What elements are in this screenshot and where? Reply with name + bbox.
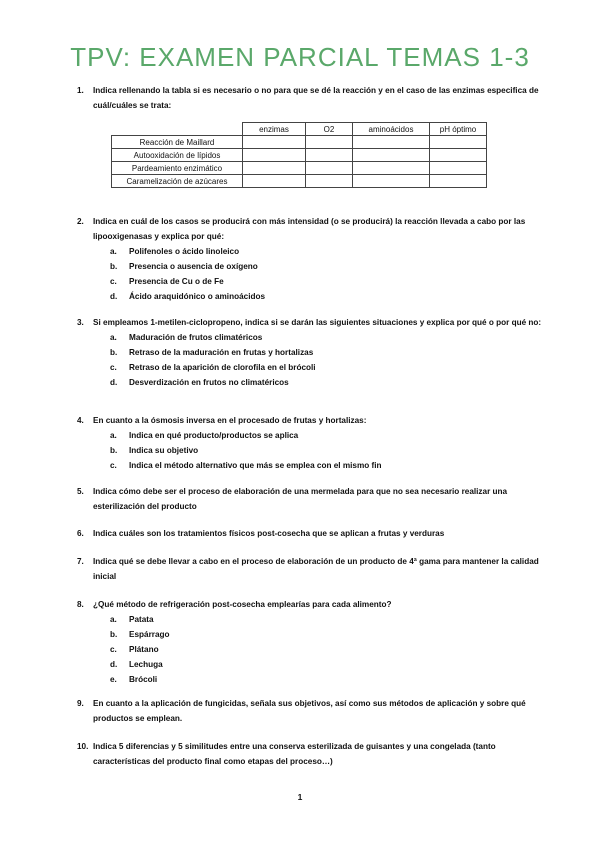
question-number: 3. (77, 318, 84, 327)
question-number: 9. (77, 699, 84, 708)
list-item (110, 458, 547, 473)
list-item (110, 244, 547, 259)
option-letter: c. (110, 363, 117, 372)
question-text: Indica qué se debe llevar a cabo en el proceso de elaboración de un producto de 4ª gama para mantener la calidad inicial (93, 557, 539, 581)
question-4 (77, 413, 547, 473)
option-list (77, 428, 547, 473)
question-10 (77, 739, 547, 769)
option-letter: d. (110, 660, 118, 669)
page-title: TPV: EXAMEN PARCIAL TEMAS 1-3 (70, 42, 530, 72)
option-letter: c. (110, 461, 117, 470)
table-row-label: Autooxidación de lípidos (112, 149, 243, 162)
list-item (110, 274, 547, 289)
option-text: Maduración de frutos climatéricos (129, 333, 263, 342)
list-item (110, 428, 547, 443)
option-letter: a. (110, 615, 117, 624)
option-letter: a. (110, 431, 117, 440)
option-text: Retraso de la maduración en frutas y hortalizas (129, 348, 314, 357)
list-item (110, 289, 547, 304)
question-number: 1. (77, 86, 84, 95)
question-3 (77, 315, 547, 390)
table-header-cell: pH óptimo (430, 123, 487, 136)
table-row (112, 136, 487, 149)
option-text: Desverdización en frutos no climatéricos (129, 378, 289, 387)
option-letter: b. (110, 262, 118, 271)
option-letter: c. (110, 277, 117, 286)
table-cell[interactable] (306, 136, 353, 149)
question-number: 5. (77, 487, 84, 496)
option-letter: d. (110, 292, 118, 301)
question-number: 10. (77, 742, 89, 751)
option-letter: d. (110, 378, 118, 387)
table-row-label: Caramelización de azúcares (112, 175, 243, 188)
table-cell[interactable] (306, 149, 353, 162)
option-letter: a. (110, 247, 117, 256)
list-item (110, 375, 547, 390)
question-5 (77, 484, 547, 514)
table-cell[interactable] (306, 175, 353, 188)
list-item (110, 345, 547, 360)
table-row (112, 149, 487, 162)
table-row-label: Reacción de Maillard (112, 136, 243, 149)
table-cell[interactable] (353, 162, 430, 175)
option-text: Indica el método alternativo que más se emplea con el mismo fin (129, 461, 382, 470)
table-cell[interactable] (430, 149, 487, 162)
list-item (110, 657, 547, 672)
list-item (110, 330, 547, 345)
option-text: Presencia de Cu o de Fe (129, 277, 224, 286)
question-number: 8. (77, 600, 84, 609)
option-letter: b. (110, 446, 118, 455)
table-cell[interactable] (243, 149, 306, 162)
question-6 (77, 526, 547, 541)
table-header-cell: enzimas (243, 123, 306, 136)
option-text: Lechuga (129, 660, 163, 669)
answer-table (111, 122, 487, 188)
table-cell[interactable] (243, 136, 306, 149)
table-header-cell: aminoácidos (353, 123, 430, 136)
question-number: 4. (77, 416, 84, 425)
option-text: Patata (129, 615, 154, 624)
option-text: Espárrago (129, 630, 170, 639)
option-letter: b. (110, 348, 118, 357)
list-item (110, 443, 547, 458)
table-cell[interactable] (430, 136, 487, 149)
question-9 (77, 696, 547, 726)
table-corner (112, 123, 243, 136)
option-text: Indica en qué producto/productos se aplica (129, 431, 299, 440)
question-number: 6. (77, 529, 84, 538)
option-text: Presencia o ausencia de oxígeno (129, 262, 258, 271)
question-text: Indica rellenando la tabla si es necesario o no para que se dé la reacción y en el caso de las enzimas especifica de cuál/cuáles se trata: (93, 86, 539, 110)
table-cell[interactable] (430, 175, 487, 188)
table-row (112, 162, 487, 175)
question-1 (77, 83, 547, 113)
table-row (112, 175, 487, 188)
question-8 (77, 597, 547, 687)
question-text: Indica 5 diferencias y 5 similitudes entre una conserva esterilizada de guisantes y una congelada (tanto características del producto final como etapas del proceso…) (93, 742, 496, 766)
option-text: Plátano (129, 645, 159, 654)
list-item (110, 627, 547, 642)
option-text: Ácido araquidónico o aminoácidos (129, 292, 266, 301)
question-number: 2. (77, 217, 84, 226)
option-letter: a. (110, 333, 117, 342)
table-header-row (112, 123, 487, 136)
question-text: ¿Qué método de refrigeración post-cosecha emplearías para cada alimento? (93, 600, 392, 609)
option-list (77, 612, 547, 687)
option-text: Polifenoles o ácido linoleico (129, 247, 240, 256)
page-number: 1 (297, 792, 303, 802)
question-text: Si empleamos 1-metilen-ciclopropeno, indica si se darán las siguientes situaciones y explica por qué o por qué no: (93, 318, 542, 327)
option-text: Indica su objetivo (129, 446, 199, 455)
table-cell[interactable] (430, 162, 487, 175)
table-cell[interactable] (243, 175, 306, 188)
option-letter: b. (110, 630, 118, 639)
option-list (77, 330, 547, 390)
table-cell[interactable] (353, 149, 430, 162)
list-item (110, 360, 547, 375)
list-item (110, 642, 547, 657)
option-letter: e. (110, 675, 117, 684)
question-7 (77, 554, 547, 584)
option-letter: c. (110, 645, 117, 654)
question-2 (77, 214, 547, 304)
table-row-label: Pardeamiento enzimático (112, 162, 243, 175)
question-text: Indica cómo debe ser el proceso de elaboración de una mermelada para que no sea necesario realizar una esterilización del producto (93, 487, 508, 511)
list-item (110, 259, 547, 274)
question-text: En cuanto a la ósmosis inversa en el procesado de frutas y hortalizas: (93, 416, 367, 425)
option-text: Brócoli (129, 675, 158, 684)
list-item (110, 672, 547, 687)
question-text: Indica cuáles son los tratamientos físicos post-cosecha que se aplican a frutas y verduras (93, 529, 445, 538)
question-number: 7. (77, 557, 84, 566)
table-cell[interactable] (353, 175, 430, 188)
table-cell[interactable] (306, 162, 353, 175)
option-list (77, 244, 547, 304)
question-text: Indica en cuál de los casos se producirá con más intensidad (o se producirá) la reacción llevada a cabo por las lipooxigenasas y explica por qué: (93, 217, 526, 241)
option-text: Retraso de la aparición de clorofila en el brócoli (129, 363, 316, 372)
question-text: En cuanto a la aplicación de fungicidas, señala sus objetivos, así como sus métodos de aplicación y sobre qué productos se emplean. (93, 699, 526, 723)
list-item (110, 612, 547, 627)
table-header-cell: O2 (306, 123, 353, 136)
table-cell[interactable] (243, 162, 306, 175)
table-cell[interactable] (353, 136, 430, 149)
